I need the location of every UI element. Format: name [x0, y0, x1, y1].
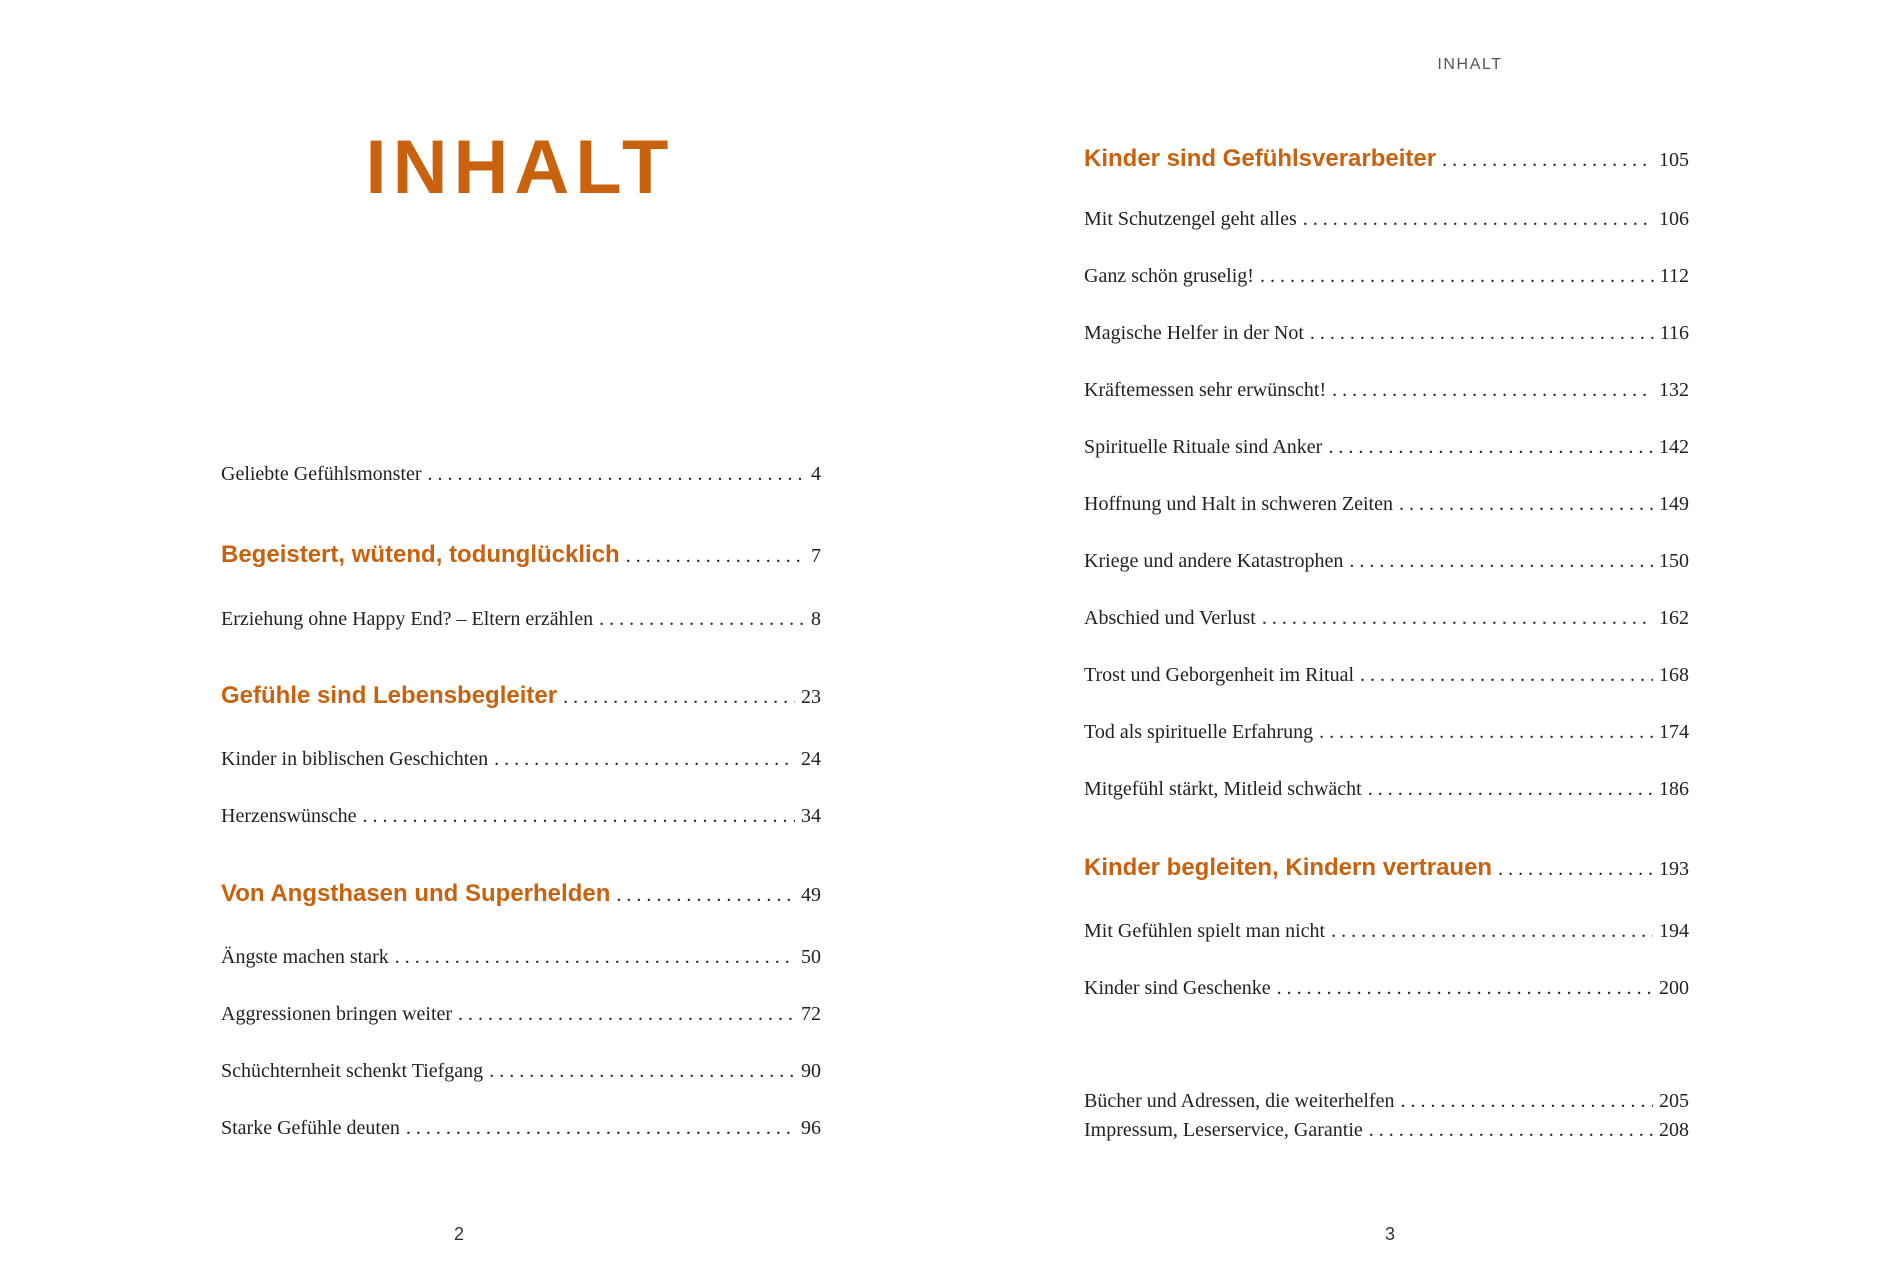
toc-entry[interactable] [221, 805, 821, 828]
left-page [0, 0, 944, 1269]
dot-leader [406, 1117, 795, 1140]
toc-page-number: 34 [801, 805, 821, 827]
toc-page-number: 90 [801, 1060, 821, 1082]
toc-entry[interactable] [1084, 265, 1689, 288]
toc-chapter-label: Kinder begleiten, Kindern vertrauen [1084, 854, 1493, 881]
toc-entry[interactable] [1084, 379, 1689, 402]
dot-leader [458, 1003, 795, 1026]
dot-leader [1303, 208, 1653, 231]
dot-leader [1369, 1119, 1653, 1142]
running-head: INHALT [1437, 56, 1503, 73]
dot-leader [1498, 858, 1653, 881]
dot-leader [1368, 778, 1653, 801]
toc-page-number: 193 [1659, 858, 1689, 880]
toc-entry-label: Starke Gefühle deuten [221, 1117, 400, 1139]
dot-leader [1260, 265, 1654, 288]
dot-leader [395, 946, 795, 969]
toc-chapter-label: Kinder sind Gefühlsverarbeiter [1084, 145, 1437, 172]
dot-leader [599, 608, 805, 631]
toc-page-number: 208 [1659, 1119, 1689, 1141]
toc-entry-label: Tod als spirituelle Erfahrung [1084, 721, 1314, 743]
toc-entry-label: Trost und Geborgenheit im Ritual [1084, 664, 1354, 686]
toc-entry[interactable] [1084, 778, 1689, 801]
toc-chapter[interactable] [221, 880, 821, 908]
toc-chapter-label: Gefühle sind Lebensbegleiter [221, 682, 558, 709]
toc-page-number: 162 [1659, 607, 1689, 629]
right-page [944, 0, 1889, 1269]
toc-page-number: 205 [1659, 1090, 1689, 1112]
toc-page-number: 149 [1659, 493, 1689, 515]
dot-leader [1310, 322, 1654, 345]
dot-leader [1328, 436, 1653, 459]
toc-entry[interactable] [1084, 664, 1689, 687]
toc-page-number: 142 [1659, 436, 1689, 458]
dot-leader [1319, 721, 1653, 744]
toc-entry[interactable] [1084, 493, 1689, 516]
toc-entry-label: Mitgefühl stärkt, Mitleid schwächt [1084, 778, 1362, 800]
toc-entry-label: Impressum, Leserservice, Garantie [1084, 1119, 1363, 1141]
toc-entry[interactable] [221, 1003, 821, 1026]
toc-entry-label: Kriege und andere Katastrophen [1084, 550, 1344, 572]
dot-leader [363, 805, 796, 828]
toc-entry-label: Mit Schutzengel geht alles [1084, 208, 1297, 230]
toc-chapter[interactable] [1084, 854, 1689, 882]
toc-entry[interactable] [221, 946, 821, 969]
toc-entry-label: Magische Helfer in der Not [1084, 322, 1304, 344]
toc-entry-label: Geliebte Gefühlsmonster [221, 463, 422, 485]
toc-page-number: 174 [1659, 721, 1689, 743]
toc-page-number: 50 [801, 946, 821, 968]
dot-leader [1349, 550, 1653, 573]
toc-entry[interactable] [1084, 1119, 1689, 1142]
toc-entry-label: Mit Gefühlen spielt man nicht [1084, 920, 1326, 942]
toc-page-number: 168 [1659, 664, 1689, 686]
dot-leader [1262, 607, 1653, 630]
toc-entry[interactable] [1084, 721, 1689, 744]
toc-page-number: 116 [1659, 322, 1689, 344]
toc-entry[interactable] [221, 608, 821, 631]
toc-entry-label: Kinder in biblischen Geschichten [221, 748, 489, 770]
toc-entry-label: Ängste machen stark [221, 946, 389, 968]
toc-entry-label: Aggressionen bringen weiter [221, 1003, 453, 1025]
toc-entry-label: Abschied und Verlust [1084, 607, 1256, 629]
dot-leader [563, 686, 795, 709]
toc-entry[interactable] [221, 1060, 821, 1083]
dot-leader [1277, 977, 1653, 1000]
toc-page-number: 105 [1659, 149, 1689, 171]
toc-page-number: 72 [801, 1003, 821, 1025]
toc-entry[interactable] [1084, 920, 1689, 943]
toc-entry-label: Ganz schön gruselig! [1084, 265, 1254, 287]
toc-page-number: 200 [1659, 977, 1689, 999]
toc-chapter[interactable] [221, 541, 821, 569]
dot-leader [1400, 1090, 1653, 1113]
toc-entry[interactable] [1084, 607, 1689, 630]
toc-page-number: 4 [811, 463, 821, 485]
toc-entry-label: Erziehung ohne Happy End? – Eltern erzählen [221, 608, 594, 630]
toc-entry-label: Herzenswünsche [221, 805, 357, 827]
dot-leader [494, 748, 795, 771]
toc-entry[interactable] [1084, 208, 1689, 231]
toc-entry-label: Bücher und Adressen, die weiterhelfen [1084, 1090, 1395, 1112]
dot-leader [1331, 920, 1653, 943]
toc-page-number: 112 [1659, 265, 1689, 287]
page-title: INHALT [365, 125, 675, 210]
dot-leader [1360, 664, 1653, 687]
toc-entry-label: Kinder sind Geschenke [1084, 977, 1271, 999]
toc-page-number: 186 [1659, 778, 1689, 800]
toc-chapter-label: Von Angsthasen und Superhelden [221, 880, 611, 907]
toc-page-number: 106 [1659, 208, 1689, 230]
toc-page-number: 24 [801, 748, 821, 770]
toc-chapter-label: Begeistert, wütend, todunglücklich [221, 541, 620, 568]
toc-chapter[interactable] [1084, 145, 1689, 173]
toc-entry-label: Schüchternheit schenkt Tiefgang [221, 1060, 484, 1082]
toc-entry[interactable] [1084, 550, 1689, 573]
dot-leader [1332, 379, 1653, 402]
toc-entry[interactable] [1084, 322, 1689, 345]
toc-entry-label: Spirituelle Rituale sind Anker [1084, 436, 1323, 458]
toc-entry-label: Hoffnung und Halt in schweren Zeiten [1084, 493, 1393, 515]
toc-entry[interactable] [221, 748, 821, 771]
dot-leader [626, 545, 805, 568]
toc-page-number: 23 [801, 686, 821, 708]
toc-entry[interactable] [1084, 436, 1689, 459]
toc-entry[interactable] [221, 1117, 821, 1140]
dot-leader [489, 1060, 795, 1083]
toc-entry[interactable] [221, 463, 821, 486]
toc-page-number: 49 [801, 884, 821, 906]
toc-entry[interactable] [1084, 1090, 1689, 1113]
dot-leader [1442, 149, 1653, 172]
toc-page-number: 7 [811, 545, 821, 567]
toc-chapter[interactable] [221, 682, 821, 710]
toc-entry-label: Kräftemessen sehr erwünscht! [1084, 379, 1327, 401]
page-number: 2 [453, 1224, 464, 1244]
toc-page-number: 8 [811, 608, 821, 630]
toc-entry[interactable] [1084, 977, 1689, 1000]
dot-leader [428, 463, 806, 486]
page-number: 3 [1384, 1224, 1395, 1244]
dot-leader [1399, 493, 1653, 516]
toc-page-number: 96 [801, 1117, 821, 1139]
toc-page-number: 194 [1659, 920, 1689, 942]
toc-page-number: 150 [1659, 550, 1689, 572]
dot-leader [616, 884, 795, 907]
toc-page-number: 132 [1659, 379, 1689, 401]
